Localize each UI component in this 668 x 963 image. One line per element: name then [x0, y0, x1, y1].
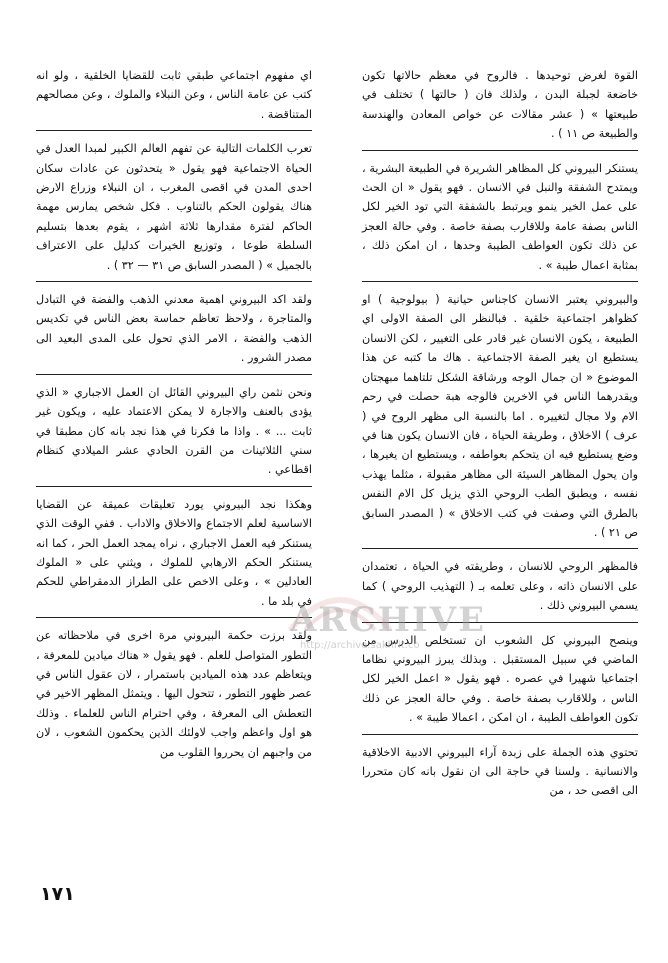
paragraph-divider	[36, 617, 312, 618]
paragraph: فالمظهر الروحي للانسان ، وطريقته في الحياة ، تعتمدان على الانسان ذاته ، وعلى تعلمه بـ ( التهذيب الروحي ) كما يسمي البيروني ذلك .	[362, 560, 638, 613]
paragraph-divider	[362, 734, 638, 735]
watermark-url: http://archive.sakhrit.co	[300, 640, 420, 651]
paragraph: ونحن نثمن راي البيروني القائل ان العمل الاجباري « الذي يؤدى بالعنف والاجارة لا يمكن الاعتماد عليه ، ويكون غير ثابت ... » . واذا ما فكرنا في هذا نجد بانه كان مطبقا في سني الثلاثينات من القرن الحادي عشر الميلادي كنظام اقطاعي .	[36, 385, 312, 477]
paragraph: وينصح البيروني كل الشعوب ان تستخلص الدرس من الماضي في سبيل المستقبل . وبذلك يبرز البيروني نظاما اجتماعيا شهيرا في عصره . فهو يقول « اعمل الخير لكل الناس ، وللاقارب بصفة خاصة . وفي حالة العجز عن ذلك تكون العواطف الطيبة ، ان امكن ، اعمالا طيبة » .	[362, 633, 638, 725]
paragraph-divider	[36, 130, 312, 131]
paragraph: ولقد اكد البيروني اهمية معدني الذهب والفضة في التبادل والمتاجرة ، ولاحظ تعاظم حماسة بعض الناس في تكديس الذهب والفضة ، الامر الذي تحول على المدى البعيد الى مصدر الشرور .	[36, 293, 312, 365]
paragraph-divider	[36, 281, 312, 282]
paragraph-divider	[36, 374, 312, 375]
paragraph-divider	[362, 150, 638, 151]
paragraph: اي مفهوم اجتماعي طبقي ثابت للقضايا الخلقية ، ولو انه كتب عن عامة الناس ، وعن النبلاء والملوك ، وعن مصالحهم المتناقضة .	[36, 69, 312, 121]
paragraph: ولقد برزت حكمة البيروني مرة اخرى في ملاحظاته عن التطور المتواصل للعلم . فهو يقول « هناك ميادين للمعرفة ، ويتعاظم عدد هذه الميادين باستمرار ، لان عقول الناس في عصر ظهور التطور ، تتحول اليها . ويتمثل المظهر الاخير في التعطش الى المعرفة ، وفي احترام الناس للعلماء . وذلك هو اول واعظم واجب لاولئك الذين يحكمون الشعوب ، لان من واجبهم ان يحرروا القلوب من	[36, 629, 312, 759]
paragraph: والبيروني يعتبر الانسان كاجناس حيانية ( بيولوجية ) او كظواهر اجتماعية خلقية . فبالنظر الى الصفة الاولى اي الطبيعة ، يكون الانسان غير قادر على التغيير ، لكن الانسان يستطيع ان يغير الصفة الاجتماعية . هاك ما كتبه عن هذا الموضوع « ان جمال الوجه ورشاقة الشكل تلتاهما مبهجتان ويقدرهما الناس في الاخرين فالوجه هبة حصلت في رحم الام ولا مجال لتغييره . اما بالنسبة الى مظهر الروح في ( عرف ) الاخلاق ، وطريقة الحياة ، فان الانسان يكون هنا في وضع يستطيع فيه ان يتحكم بعواطفه ، ويستطيع ان يغيرها ، وان يحول المظاهر السيئة الى مظاهر مقبولة ، مثلما يهذب نفسه ، ويطبق الطب الروحي الذي يزيل كل الام النفس بالطرق التي وصفت في كتب الاخلاق » ( المصدر السابق ص ٢١ ) .	[362, 293, 638, 539]
left-column	[36, 66, 312, 768]
paragraph: وهكذا نجد البيروني يورد تعليقات عميقة عن القضايا الاساسية لعلم الاجتماع والاخلاق والاداب . ففي الوقت الذي يستنكر فيه العمل الاجباري ، نراه يمجد العمل الحر ، كما انه يستنكر الحكم الارهابي للملوك ، ويثني على « الملوك العادلين » ، وعلى الاخص على الطراز الدمقراطي للحكم في بلد ما .	[36, 497, 312, 608]
paragraph-divider	[362, 548, 638, 549]
right-column	[362, 66, 638, 807]
paragraph: القوة لغرض توحيدها . فالروح في معظم حالاتها تكون خاضعة لجبلة البدن ، ولذلك فان ( حالتها ) تختلف في طبيعتها » ( عشر مقالات عن خواص المعادن والهندسة والطبيعة ص ١١ ) .	[362, 69, 638, 141]
paragraph-divider	[362, 281, 638, 282]
paragraph: تحتوي هذه الجملة على زبدة آراء البيروني الادبية الاخلاقية والانسانية . ولسنا في حاجة الى ان نقول بانه كان متحررا الى اقصى حد ، من	[362, 745, 638, 798]
page-number: ١٧١	[40, 883, 75, 905]
paragraph: يستنكر البيروني كل المظاهر الشريرة في الطبيعة البشرية ، ويمتدح الشفقة والنبل في الانسان . فهو يقول « ان الحث على عمل الخير ينمو ويرتبط بالشفقة التي تود الخير لكل الناس بصفة عامة وللاقارب بصفة خاصة . وفي حالة العجز عن ذلك تكون العواطف الطيبة وحدها ، ان امكن ذلك ، بمثابة اعمال طيبة » .	[362, 161, 638, 272]
paragraph: تعرب الكلمات التالية عن تفهم العالم الكبير لمبدا العدل في الحياة الاجتماعية فهو يقول « يتحدثون عن عادات سكان احدى المدن في اقصى المغرب ، ان النبلاء وزراع الارض هناك يقولون الحكم بالتناوب . فكل شخص يمارس مهمة الحاكم لفترة مقدارها ثلاثة اشهر ، يقوم بعدها بتسليم السلطة طوعا ، وتوزيع الخيرات كدليل على الاعتراف بالجميل » ( المصدر السابق ص ٣١ — ٣٢ ) .	[36, 142, 312, 272]
paragraph-divider	[36, 486, 312, 487]
watermark-text: ARCHIVE	[290, 600, 487, 640]
